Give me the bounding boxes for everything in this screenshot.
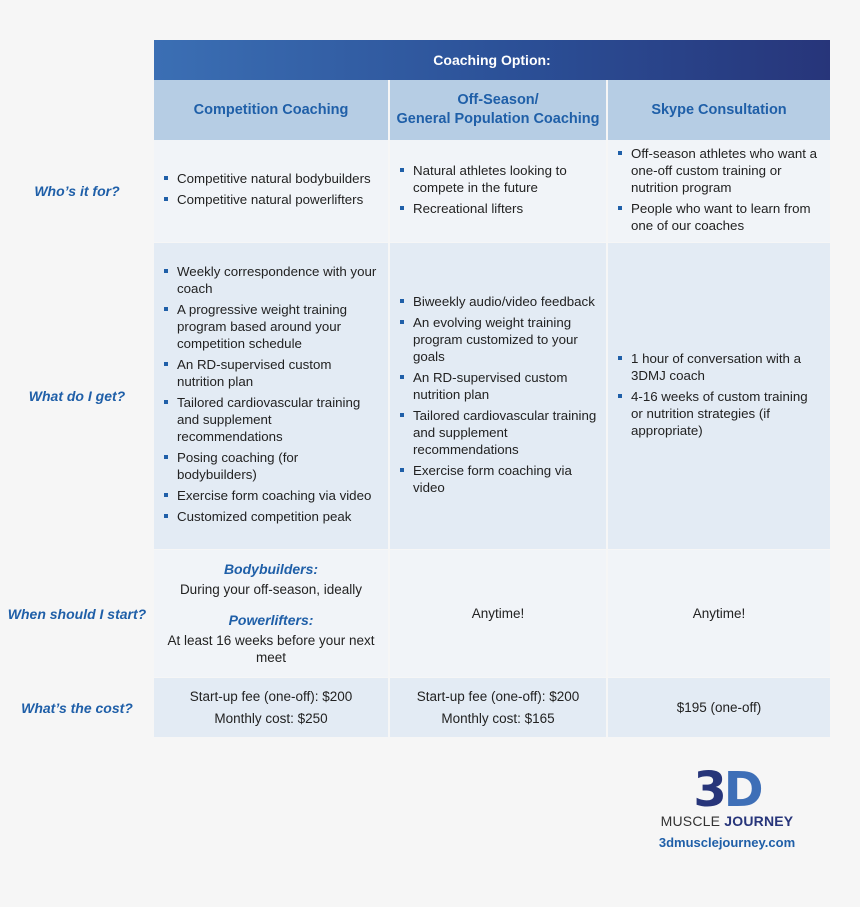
list-item: Competitive natural powerlifters xyxy=(164,191,380,208)
startup-fee: Start-up fee (one-off): $200 xyxy=(416,689,580,704)
list-item: Exercise form coaching via video xyxy=(400,462,598,496)
list-item: 4-16 weeks of custom training or nutrition strategies (if appropriate) xyxy=(618,388,822,439)
row-label-what: What do I get? xyxy=(28,388,126,404)
column-header-competition xyxy=(154,80,388,140)
cell-when-offseason xyxy=(390,550,606,677)
bullet-list xyxy=(390,162,606,221)
list-item: Exercise form coaching via video xyxy=(164,487,380,504)
monthly-cost: Monthly cost: $250 xyxy=(214,711,328,726)
when-text: Anytime! xyxy=(692,606,746,621)
column-header-offseason xyxy=(390,80,606,140)
list-item: 1 hour of conversation with a 3DMJ coach xyxy=(618,350,822,384)
logo-mark-3: 3 xyxy=(693,762,724,818)
list-item: Tailored cardiovascular training and supplement recommendations xyxy=(400,407,598,458)
column-header-label-line2: General Population Coaching xyxy=(396,111,600,127)
brand-name-light: MUSCLE xyxy=(660,813,725,829)
startup-fee: Start-up fee (one-off): $200 xyxy=(189,689,353,704)
list-item: An evolving weight training program customized to your goals xyxy=(400,314,598,365)
bullet-list xyxy=(154,170,388,212)
list-item: Weekly correspondence with your coach xyxy=(164,263,380,297)
row-label-cost: What’s the cost? xyxy=(21,699,133,716)
list-item: Off-season athletes who want a one-off custom training or nutrition program xyxy=(618,145,822,196)
bodybuilders-text: During your off-season, ideally xyxy=(179,582,363,597)
cell-cost-competition xyxy=(154,678,388,737)
column-header-label-line1: Off-Season/ xyxy=(457,92,539,108)
cell-what-skype xyxy=(608,243,830,549)
list-item: Biweekly audio/video feedback xyxy=(400,293,598,310)
list-item: Tailored cardiovascular training and supplement recommendations xyxy=(164,394,380,445)
one-off-cost: $195 (one-off) xyxy=(676,700,762,715)
bullet-list xyxy=(608,350,830,443)
column-header-label: Skype Consultation xyxy=(651,101,787,118)
cell-who-offseason xyxy=(390,140,606,242)
cell-cost-skype xyxy=(608,678,830,737)
row-when xyxy=(0,550,860,677)
list-item: A progressive weight training program based around your competition schedule xyxy=(164,301,380,352)
list-item: Recreational lifters xyxy=(400,200,598,217)
brand-logo xyxy=(652,762,802,850)
monthly-cost: Monthly cost: $165 xyxy=(441,711,555,726)
list-item: An RD-supervised custom nutrition plan xyxy=(400,369,598,403)
brand-url[interactable]: 3dmusclejourney.com xyxy=(658,835,796,850)
cell-when-skype xyxy=(608,550,830,677)
column-header-skype xyxy=(608,80,830,140)
list-item: Competitive natural bodybuilders xyxy=(164,170,380,187)
bodybuilders-heading: Bodybuilders: xyxy=(223,561,319,577)
cell-when-competition xyxy=(154,550,388,677)
cell-who-competition xyxy=(154,140,388,242)
list-item: An RD-supervised custom nutrition plan xyxy=(164,356,380,390)
row-label-who: Who’s it for? xyxy=(34,183,120,199)
list-item: Natural athletes looking to compete in the future xyxy=(400,162,598,196)
column-header-row xyxy=(0,80,860,140)
row-cost xyxy=(0,678,860,737)
bullet-list xyxy=(390,293,606,500)
row-what xyxy=(0,243,860,549)
brand-name-bold: JOURNEY xyxy=(724,813,794,829)
list-item: Customized competition peak xyxy=(164,508,380,525)
list-item: People who want to learn from one of our coaches xyxy=(618,200,822,234)
cell-what-offseason xyxy=(390,243,606,549)
row-label-when: When should I start? xyxy=(7,605,147,622)
coaching-option-header: Coaching Option: xyxy=(154,40,830,80)
bullet-list xyxy=(608,145,830,238)
powerlifters-heading: Powerlifters: xyxy=(228,612,314,628)
column-header-label: Competition Coaching xyxy=(193,101,349,118)
cell-what-competition xyxy=(154,243,388,549)
cell-cost-offseason xyxy=(390,678,606,737)
row-who xyxy=(0,140,860,242)
when-text: Anytime! xyxy=(471,606,525,621)
brand-name xyxy=(652,813,802,829)
table-header-row xyxy=(0,40,860,80)
bullet-list xyxy=(154,263,388,529)
3d-logo-icon xyxy=(652,762,802,818)
logo-mark-d: D xyxy=(723,762,761,818)
list-item: Posing coaching (for bodybuilders) xyxy=(164,449,380,483)
powerlifters-text: At least 16 weeks before your next meet xyxy=(167,633,375,665)
cell-who-skype xyxy=(608,140,830,242)
